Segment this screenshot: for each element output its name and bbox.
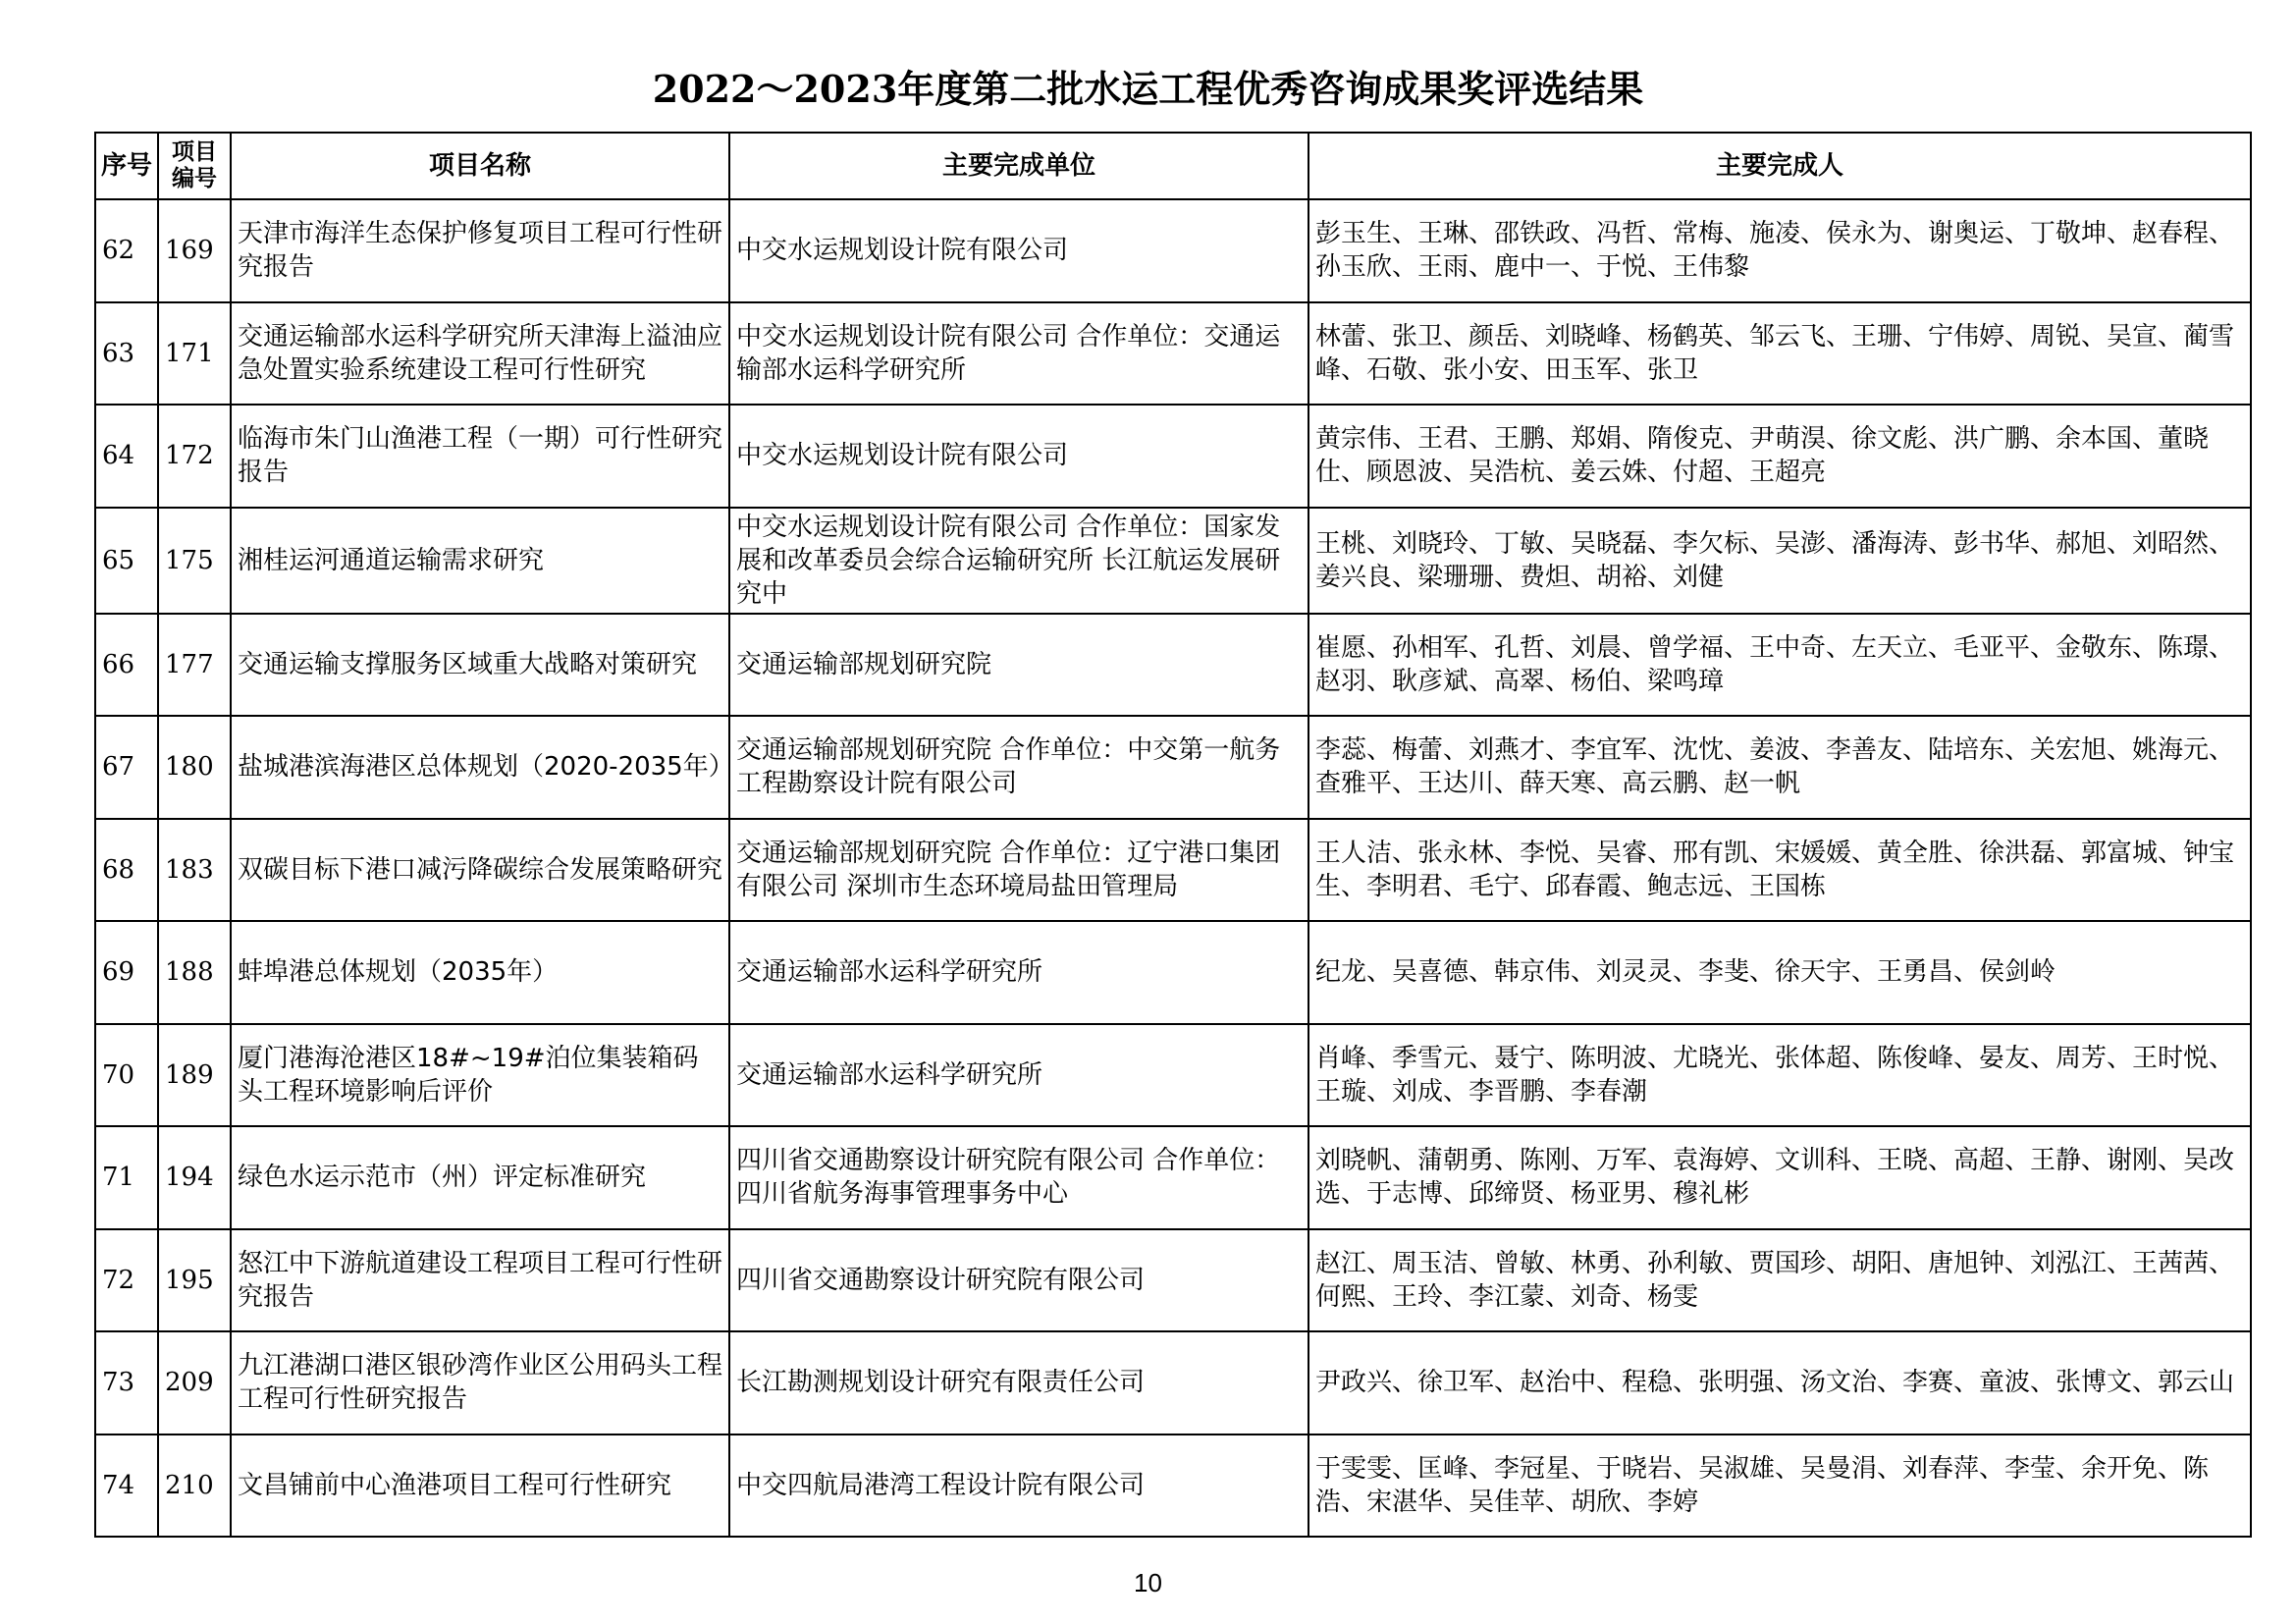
cell-code: 175 (158, 508, 231, 614)
table-row (95, 716, 2251, 819)
cell-seq: 72 (95, 1229, 158, 1332)
cell-persons: 纪龙、吴喜德、韩京伟、刘灵灵、李斐、徐天宇、王勇昌、侯剑岭 (1308, 921, 2251, 1024)
cell-project-name: 临海市朱门山渔港工程（一期）可行性研究报告 (231, 405, 729, 508)
table-row (95, 1024, 2251, 1127)
cell-code: 180 (158, 716, 231, 819)
table-row (95, 819, 2251, 922)
header-code: 项目编号 (158, 133, 231, 199)
header-row (95, 133, 2251, 199)
cell-persons: 王桃、刘晓玲、丁敏、吴晓磊、李欠标、吴澎、潘海涛、彭书华、郝旭、刘昭然、姜兴良、梁珊珊、费炟、胡裕、刘健 (1308, 508, 2251, 614)
cell-project-name: 绿色水运示范市（州）评定标准研究 (231, 1126, 729, 1229)
page-title: 2022～2023年度第二批水运工程优秀咨询成果奖评选结果 (652, 67, 1644, 111)
cell-units: 交通运输部规划研究院 合作单位：中交第一航务工程勘察设计院有限公司 (729, 716, 1308, 819)
cell-units: 中交水运规划设计院有限公司 合作单位：交通运输部水运科学研究所 (729, 302, 1308, 406)
page-number: 10 (1134, 1568, 1162, 1597)
header-seq: 序号 (95, 133, 158, 199)
cell-code: 210 (158, 1435, 231, 1538)
cell-seq: 70 (95, 1024, 158, 1127)
table-body (95, 199, 2251, 1537)
cell-code: 195 (158, 1229, 231, 1332)
table-row (95, 921, 2251, 1024)
cell-units: 四川省交通勘察设计研究院有限公司 合作单位：四川省航务海事管理事务中心 (729, 1126, 1308, 1229)
cell-persons: 黄宗伟、王君、王鹏、郑娟、隋俊克、尹萌淏、徐文彪、洪广鹏、余本国、董晓仕、顾恩波、吴浩杭、姜云姝、付超、王超亮 (1308, 405, 2251, 508)
cell-persons: 林蕾、张卫、颜岳、刘晓峰、杨鹤英、邹云飞、王珊、宁伟婷、周锐、吴宣、蔺雪峰、石敬、张小安、田玉军、张卫 (1308, 302, 2251, 406)
cell-units: 中交四航局港湾工程设计院有限公司 (729, 1435, 1308, 1538)
table-row (95, 614, 2251, 717)
cell-units: 交通运输部水运科学研究所 (729, 1024, 1308, 1127)
cell-units: 交通运输部水运科学研究所 (729, 921, 1308, 1024)
table-row (95, 1126, 2251, 1229)
cell-code: 169 (158, 199, 231, 302)
table-row (95, 508, 2251, 614)
cell-seq: 73 (95, 1331, 158, 1435)
cell-persons: 李蕊、梅蕾、刘燕才、李宜军、沈忱、姜波、李善友、陆培东、关宏旭、姚海元、查雅平、王达川、薛天寒、高云鹏、赵一帆 (1308, 716, 2251, 819)
cell-persons: 尹政兴、徐卫军、赵治中、程稳、张明强、汤文治、李赛、童波、张博文、郭云山 (1308, 1331, 2251, 1435)
cell-seq: 69 (95, 921, 158, 1024)
cell-seq: 66 (95, 614, 158, 717)
table-row (95, 1331, 2251, 1435)
cell-project-name: 天津市海洋生态保护修复项目工程可行性研究报告 (231, 199, 729, 302)
cell-units: 中交水运规划设计院有限公司 (729, 199, 1308, 302)
cell-code: 183 (158, 819, 231, 922)
cell-code: 194 (158, 1126, 231, 1229)
table-row (95, 1435, 2251, 1538)
cell-persons: 王人洁、张永林、李悦、吴睿、邢有凯、宋媛媛、黄全胜、徐洪磊、郭富城、钟宝生、李明君、毛宁、邱春霞、鲍志远、王国栋 (1308, 819, 2251, 922)
cell-project-name: 怒江中下游航道建设工程项目工程可行性研究报告 (231, 1229, 729, 1332)
cell-units: 交通运输部规划研究院 (729, 614, 1308, 717)
cell-seq: 65 (95, 508, 158, 614)
cell-seq: 67 (95, 716, 158, 819)
cell-persons: 于雯雯、匡峰、李冠星、于晓岩、吴淑雄、吴曼涓、刘春萍、李莹、余开免、陈浩、宋湛华、吴佳苹、胡欣、李婷 (1308, 1435, 2251, 1538)
cell-code: 171 (158, 302, 231, 406)
cell-persons: 崔愿、孙相军、孔哲、刘晨、曾学福、王中奇、左天立、毛亚平、金敬东、陈璟、赵羽、耿彦斌、高翠、杨伯、梁鸣璋 (1308, 614, 2251, 717)
results-table (94, 132, 2252, 1538)
cell-persons: 彭玉生、王琳、邵铁政、冯哲、常梅、施凌、侯永为、谢奥运、丁敬坤、赵春程、孙玉欣、王雨、鹿中一、于悦、王伟黎 (1308, 199, 2251, 302)
cell-code: 189 (158, 1024, 231, 1127)
cell-project-name: 交通运输部水运科学研究所天津海上溢油应急处置实验系统建设工程可行性研究 (231, 302, 729, 406)
header-units: 主要完成单位 (729, 133, 1308, 199)
cell-project-name: 交通运输支撑服务区域重大战略对策研究 (231, 614, 729, 717)
cell-units: 交通运输部规划研究院 合作单位：辽宁港口集团有限公司 深圳市生态环境局盐田管理局 (729, 819, 1308, 922)
cell-code: 188 (158, 921, 231, 1024)
cell-seq: 63 (95, 302, 158, 406)
table-row (95, 1229, 2251, 1332)
cell-persons: 刘晓帆、蒲朝勇、陈刚、万军、袁海婷、文训科、王晓、高超、王静、谢刚、吴改选、于志博、邱缔贤、杨亚男、穆礼彬 (1308, 1126, 2251, 1229)
table-row (95, 199, 2251, 302)
cell-project-name: 蚌埠港总体规划（2035年） (231, 921, 729, 1024)
cell-code: 172 (158, 405, 231, 508)
cell-project-name: 双碳目标下港口减污降碳综合发展策略研究 (231, 819, 729, 922)
cell-project-name: 湘桂运河通道运输需求研究 (231, 508, 729, 614)
cell-persons: 赵江、周玉洁、曾敏、林勇、孙利敏、贾国珍、胡阳、唐旭钟、刘泓江、王茜茜、何熙、王玲、李江蒙、刘奇、杨雯 (1308, 1229, 2251, 1332)
cell-units: 长江勘测规划设计研究有限责任公司 (729, 1331, 1308, 1435)
cell-seq: 64 (95, 405, 158, 508)
cell-code: 177 (158, 614, 231, 717)
table-row (95, 302, 2251, 406)
header-persons: 主要完成人 (1308, 133, 2251, 199)
cell-persons: 肖峰、季雪元、聂宁、陈明波、尤晓光、张体超、陈俊峰、晏友、周芳、王时悦、王璇、刘成、李晋鹏、李春潮 (1308, 1024, 2251, 1127)
cell-project-name: 盐城港滨海港区总体规划（2020-2035年） (231, 716, 729, 819)
cell-seq: 68 (95, 819, 158, 922)
cell-seq: 71 (95, 1126, 158, 1229)
cell-units: 中交水运规划设计院有限公司 合作单位：国家发展和改革委员会综合运输研究所 长江航运发展研究中 (729, 508, 1308, 614)
cell-project-name: 九江港湖口港区银砂湾作业区公用码头工程工程可行性研究报告 (231, 1331, 729, 1435)
cell-seq: 74 (95, 1435, 158, 1538)
table-row (95, 405, 2251, 508)
cell-seq: 62 (95, 199, 158, 302)
cell-project-name: 文昌铺前中心渔港项目工程可行性研究 (231, 1435, 729, 1538)
cell-units: 中交水运规划设计院有限公司 (729, 405, 1308, 508)
header-name: 项目名称 (231, 133, 729, 199)
cell-code: 209 (158, 1331, 231, 1435)
cell-units: 四川省交通勘察设计研究院有限公司 (729, 1229, 1308, 1332)
cell-project-name: 厦门港海沧港区18#~19#泊位集装箱码头工程环境影响后评价 (231, 1024, 729, 1127)
